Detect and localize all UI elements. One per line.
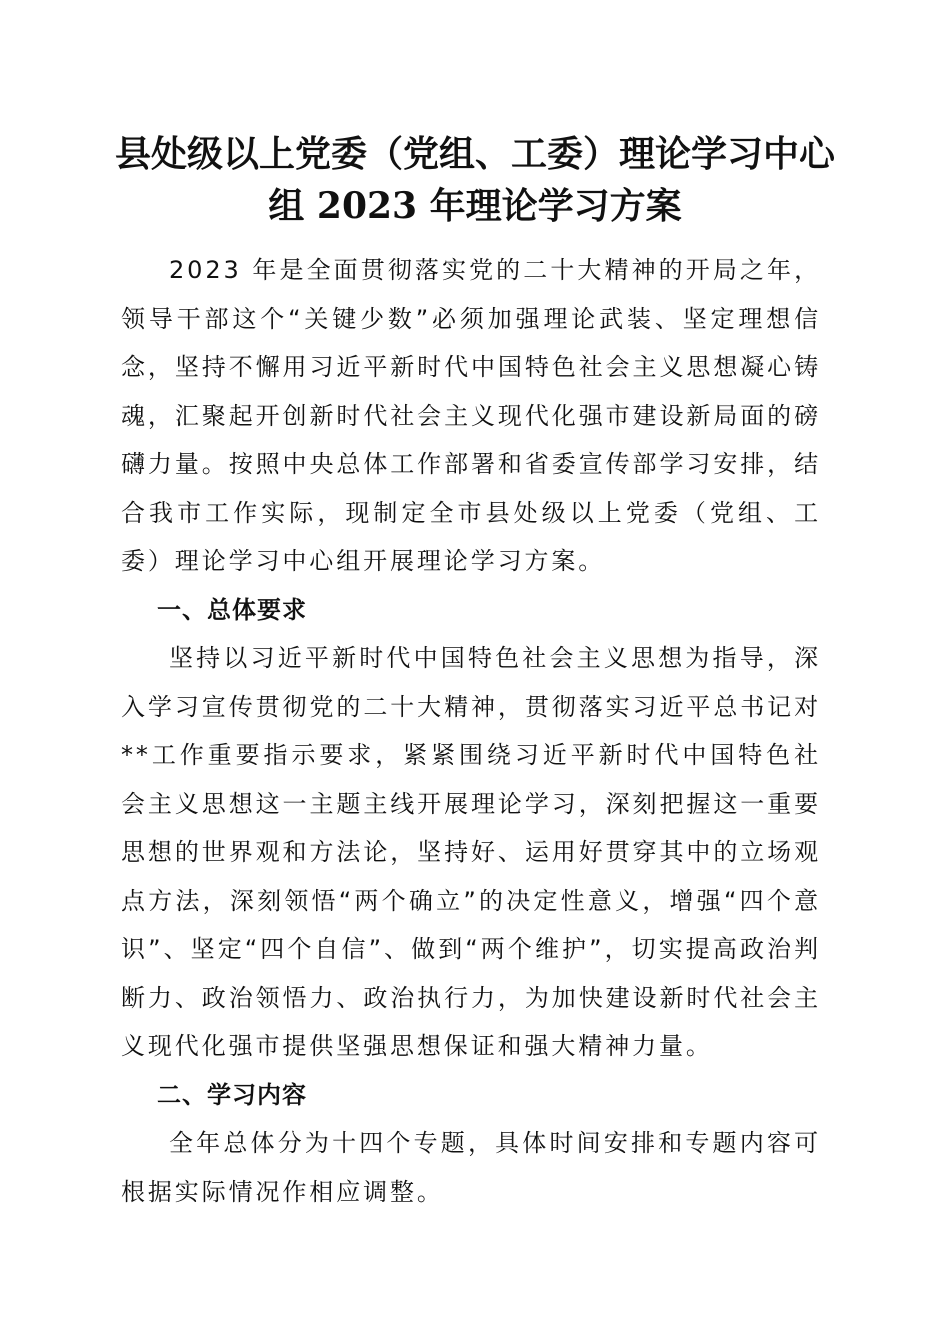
title-line-2: 组 2023 年理论学习方案 [268, 185, 682, 227]
section-paragraph-overall-requirements: 坚持以习近平新时代中国特色社会主义思想为指导，深入学习宣传贯彻党的二十大精神，贯彻落实习近平总书记对**工作重要指示要求，紧紧围绕习近平新时代中国特色社会主义思想这一主题主线开展理论学习，深刻把握这一重要思想的世界观和方法论，坚持好、运用好贯穿其中的立场观点方法，深刻领悟“两个确立”的决定性意义，增强“四个意识”、坚定“四个自信”、做到“两个维护”，切实提高政治判断力、政治领悟力、政治执行力，为加快建设新时代社会主义现代化强市提供坚强思想保证和强大精神力量。 [121, 644, 821, 1060]
intro-paragraph: 2023 年是全面贯彻落实党的二十大精神的开局之年，领导干部这个“关键少数”必须加强理论武装、坚定理想信念，坚持不懈用习近平新时代中国特色社会主义思想凝心铸魂，汇聚起开创新时代社会主义现代化强市建设新局面的磅礴力量。按照中央总体工作部署和省委宣传部学习安排，结合我市工作实际，现制定全市县处级以上党委（党组、工委）理论学习中心组开展理论学习方案。 [121, 256, 821, 575]
document-body [121, 246, 821, 1216]
section-paragraph-study-content: 全年总体分为十四个专题，具体时间安排和专题内容可根据实际情况作相应调整。 [121, 1129, 821, 1206]
section-heading-overall-requirements: 一、总体要求 [157, 595, 307, 624]
title-line-1: 县处级以上党委（党组、工委）理论学习中心 [114, 133, 835, 175]
document-title [100, 128, 850, 232]
section-heading-study-content: 二、学习内容 [157, 1080, 307, 1109]
